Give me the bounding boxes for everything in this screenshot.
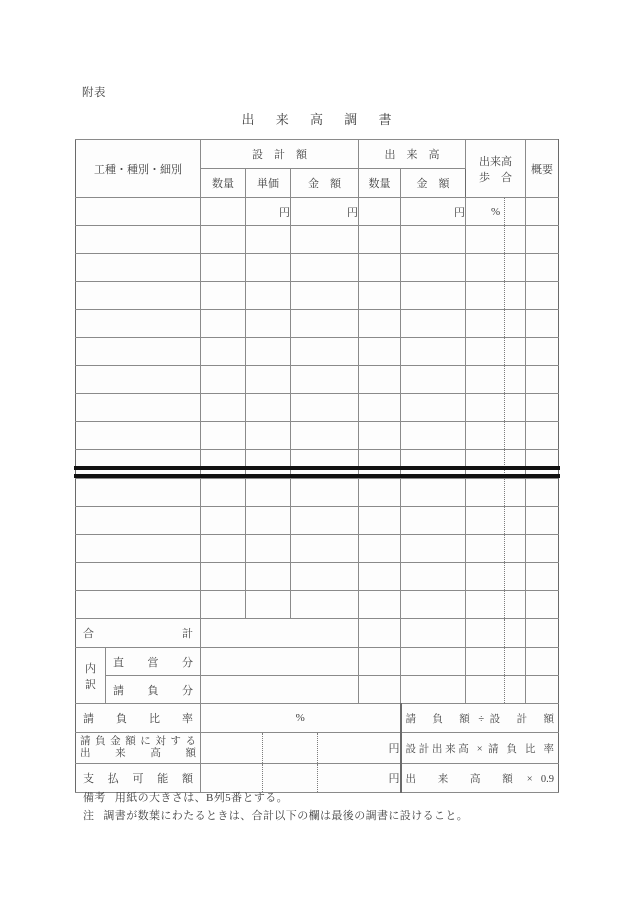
cell-design-qty[interactable] (201, 338, 246, 366)
table-row-contract (76, 676, 559, 704)
cell-contract-design[interactable] (201, 676, 359, 704)
cell-actual-sum[interactable] (401, 198, 466, 226)
cell-design-sum[interactable] (291, 563, 359, 591)
cell-direct-actual-qty[interactable] (359, 648, 401, 676)
label-breakdown-line2: 訳 (85, 678, 96, 691)
cell-actual-sum[interactable] (401, 394, 466, 422)
cell-design-unit-price[interactable] (246, 338, 291, 366)
cell-progress-ratio[interactable] (466, 394, 526, 422)
cell-summary[interactable] (526, 591, 559, 619)
table-row-total (76, 619, 559, 648)
cell-summary[interactable] (526, 535, 559, 563)
cell-work-type[interactable] (76, 507, 201, 535)
cell-actual-qty[interactable] (359, 507, 401, 535)
cell-actual-sum[interactable] (401, 563, 466, 591)
page-title: 出 来 高 調 書 (241, 112, 401, 127)
label-total: 合 計 (76, 619, 201, 648)
cell-design-unit-price[interactable] (246, 394, 291, 422)
cell-progress-ratio[interactable] (466, 254, 526, 282)
label-contract-ratio: 請 負 比 率 (76, 704, 201, 733)
cell-actual-qty[interactable] (359, 479, 401, 507)
cell-actual-sum[interactable] (401, 591, 466, 619)
header-actual-amount-group: 出 来 高 (359, 140, 466, 169)
cell-summary[interactable] (526, 310, 559, 338)
table-row (76, 282, 559, 310)
cell-design-sum[interactable] (291, 310, 359, 338)
cell-summary[interactable] (526, 254, 559, 282)
cell-design-qty[interactable] (201, 394, 246, 422)
cell-design-unit-price[interactable] (246, 591, 291, 619)
cell-actual-sum[interactable] (401, 254, 466, 282)
table-row (76, 394, 559, 422)
cell-contract-summary[interactable] (526, 676, 559, 704)
formula-payable: 出 来 高 額 × 0.9 (401, 764, 559, 793)
cell-contract-ratio-value[interactable] (201, 704, 401, 733)
cell-progress-ratio[interactable] (466, 535, 526, 563)
header-design-qty: 数量 (201, 169, 246, 198)
cell-progress-ratio[interactable] (466, 507, 526, 535)
cell-design-unit-price[interactable] (246, 563, 291, 591)
cell-progress-ratio[interactable] (466, 226, 526, 254)
cell-contract-progress-value[interactable] (201, 733, 401, 764)
header-actual-qty: 数量 (359, 169, 401, 198)
label-payable-amount: 支 払 可 能 額 (76, 764, 201, 793)
cell-design-sum[interactable] (291, 198, 359, 226)
unit-percent-ratio: % (295, 712, 305, 724)
cell-design-qty[interactable] (201, 282, 246, 310)
cell-work-type[interactable] (76, 226, 201, 254)
formula-contract-progress: 設計出来高 × 請 負 比 率 (401, 733, 559, 764)
cell-actual-qty[interactable] (359, 338, 401, 366)
note-text: 調書が数葉にわたるときは、合計以下の欄は最後の調書に設けること。 (103, 810, 469, 822)
cell-actual-qty[interactable] (359, 310, 401, 338)
cell-design-sum[interactable] (291, 338, 359, 366)
cell-design-sum[interactable] (291, 254, 359, 282)
cell-actual-qty[interactable] (359, 366, 401, 394)
cell-progress-ratio[interactable] (466, 366, 526, 394)
table-row (76, 254, 559, 282)
cell-design-qty[interactable] (201, 479, 246, 507)
section-divider-top (74, 466, 560, 470)
table-row (76, 591, 559, 619)
cell-progress-ratio[interactable] (466, 338, 526, 366)
cell-design-qty[interactable] (201, 535, 246, 563)
cell-work-type[interactable] (76, 282, 201, 310)
table-row (76, 479, 559, 507)
cell-progress-ratio[interactable] (466, 310, 526, 338)
cell-actual-qty[interactable] (359, 422, 401, 450)
cell-design-sum[interactable] (291, 591, 359, 619)
attachment-label: 附表 (82, 87, 106, 99)
cell-work-type[interactable] (76, 479, 201, 507)
cell-design-unit-price[interactable] (246, 422, 291, 450)
cell-design-sum[interactable] (291, 366, 359, 394)
header-progress-ratio-line1: 出来高 (479, 155, 513, 168)
cell-summary[interactable] (526, 507, 559, 535)
label-breakdown-vertical (76, 648, 106, 704)
unit-yen-contract-progress: 円 (388, 743, 400, 755)
header-progress-ratio-line2: 歩 合 (479, 171, 513, 184)
cell-design-unit-price[interactable] (246, 535, 291, 563)
unit-percent: % (490, 205, 501, 218)
cell-summary[interactable] (526, 563, 559, 591)
cell-direct-summary[interactable] (526, 648, 559, 676)
table-row (76, 507, 559, 535)
cell-actual-qty[interactable] (359, 563, 401, 591)
cell-design-qty[interactable] (201, 366, 246, 394)
note-tag: 注 (83, 810, 95, 822)
cell-design-unit-price[interactable] (246, 479, 291, 507)
cell-direct-actual-sum[interactable] (401, 648, 466, 676)
remark-line (83, 789, 288, 805)
cell-design-unit-price[interactable] (246, 254, 291, 282)
label-contract-work: 請 負 分 (106, 676, 201, 704)
label-breakdown-line1: 内 (85, 662, 96, 675)
cell-work-type[interactable] (76, 310, 201, 338)
cell-summary[interactable] (526, 422, 559, 450)
cell-design-unit-price[interactable] (246, 310, 291, 338)
remark-text: 用紙の大きさは、B列5番とする。 (114, 792, 289, 804)
cell-total-actual-qty[interactable] (359, 619, 401, 648)
cell-progress-ratio[interactable] (466, 479, 526, 507)
cell-design-sum[interactable] (291, 282, 359, 310)
cell-design-qty[interactable] (201, 591, 246, 619)
label-contract-progress-line2: 出 来 高 額 (80, 748, 196, 759)
table-row-ratio (76, 704, 559, 733)
cell-total-actual-sum[interactable] (401, 619, 466, 648)
cell-contract-actual-sum[interactable] (401, 676, 466, 704)
cell-design-qty[interactable] (201, 310, 246, 338)
unit-yen-design-price: 円 (279, 206, 290, 219)
cell-total-summary[interactable] (526, 619, 559, 648)
cell-actual-qty[interactable] (359, 226, 401, 254)
upper-data-table (75, 139, 559, 478)
cell-total-design[interactable] (201, 619, 359, 648)
cell-actual-sum[interactable] (401, 366, 466, 394)
cell-design-sum[interactable] (291, 226, 359, 254)
cell-design-qty[interactable] (201, 563, 246, 591)
cell-summary[interactable] (526, 338, 559, 366)
cell-design-unit-price[interactable] (246, 226, 291, 254)
note-line (83, 807, 468, 823)
table-row (76, 338, 559, 366)
cell-actual-sum[interactable] (401, 338, 466, 366)
table-row (76, 366, 559, 394)
cell-progress-ratio[interactable] (466, 563, 526, 591)
header-design-unit-price: 単価 (246, 169, 291, 198)
cell-design-unit-price[interactable] (246, 198, 291, 226)
label-contract-progress-amount (76, 733, 201, 764)
cell-actual-sum[interactable] (401, 479, 466, 507)
cell-design-sum[interactable] (291, 479, 359, 507)
cell-actual-qty[interactable] (359, 535, 401, 563)
cell-actual-sum[interactable] (401, 226, 466, 254)
cell-actual-qty[interactable] (359, 591, 401, 619)
header-design-sum: 金 額 (291, 169, 359, 198)
cell-summary[interactable] (526, 282, 559, 310)
cell-work-type[interactable] (76, 198, 201, 226)
lower-blank-rows (76, 479, 559, 619)
header-design-amount-group: 設 計 額 (201, 140, 359, 169)
unit-yen-actual-sum: 円 (454, 206, 466, 219)
cell-direct-progress[interactable] (466, 648, 526, 676)
table-row-direct (76, 648, 559, 676)
cell-total-progress[interactable] (466, 619, 526, 648)
cell-summary[interactable] (526, 366, 559, 394)
cell-progress-ratio[interactable] (466, 198, 526, 226)
header-work-type: 工種・種別・細別 (76, 140, 201, 198)
cell-work-type[interactable] (76, 338, 201, 366)
cell-design-unit-price[interactable] (246, 507, 291, 535)
cell-actual-sum[interactable] (401, 282, 466, 310)
cell-design-sum[interactable] (291, 394, 359, 422)
cell-actual-qty[interactable] (359, 282, 401, 310)
cell-design-unit-price[interactable] (246, 366, 291, 394)
header-actual-sum: 金 額 (401, 169, 466, 198)
cell-progress-ratio[interactable] (466, 422, 526, 450)
lower-summary-table (75, 478, 559, 793)
cell-design-qty[interactable] (201, 198, 246, 226)
cell-summary[interactable] (526, 198, 559, 226)
table-row (76, 535, 559, 563)
table-row (76, 563, 559, 591)
cell-contract-progress[interactable] (466, 676, 526, 704)
cell-design-qty[interactable] (201, 254, 246, 282)
table-row (76, 422, 559, 450)
cell-progress-ratio[interactable] (466, 591, 526, 619)
label-direct-work: 直 営 分 (106, 648, 201, 676)
cell-contract-actual-qty[interactable] (359, 676, 401, 704)
formula-contract-ratio: 請 負 額 ÷ 設 計 額 (401, 704, 559, 733)
cell-design-sum[interactable] (291, 535, 359, 563)
cell-design-qty[interactable] (201, 422, 246, 450)
cell-work-type[interactable] (76, 254, 201, 282)
cell-direct-design[interactable] (201, 648, 359, 676)
table-row-units (76, 198, 559, 226)
cell-design-qty[interactable] (201, 507, 246, 535)
cell-design-sum[interactable] (291, 507, 359, 535)
cell-work-type[interactable] (76, 366, 201, 394)
cell-progress-ratio[interactable] (466, 282, 526, 310)
table-row (76, 226, 559, 254)
cell-work-type[interactable] (76, 422, 201, 450)
cell-actual-qty[interactable] (359, 198, 401, 226)
upper-blank-rows (76, 226, 559, 478)
cell-work-type[interactable] (76, 563, 201, 591)
cell-summary[interactable] (526, 479, 559, 507)
header-summary: 概要 (526, 140, 559, 198)
cell-design-sum[interactable] (291, 422, 359, 450)
cell-actual-qty[interactable] (359, 394, 401, 422)
table-row (76, 310, 559, 338)
remark-tag: 備考 (83, 792, 106, 804)
cell-actual-sum[interactable] (401, 310, 466, 338)
cell-actual-sum[interactable] (401, 535, 466, 563)
header-progress-ratio (466, 140, 526, 198)
cell-work-type[interactable] (76, 591, 201, 619)
cell-work-type[interactable] (76, 535, 201, 563)
cell-actual-qty[interactable] (359, 254, 401, 282)
unit-yen-design-sum: 円 (347, 206, 359, 219)
cell-actual-sum[interactable] (401, 422, 466, 450)
cell-work-type[interactable] (76, 394, 201, 422)
label-contract-progress-line1: 請負金額に対する (80, 736, 196, 748)
cell-design-qty[interactable] (201, 226, 246, 254)
table-row-contract-progress (76, 733, 559, 764)
cell-summary[interactable] (526, 226, 559, 254)
cell-design-unit-price[interactable] (246, 282, 291, 310)
cell-actual-sum[interactable] (401, 507, 466, 535)
unit-yen-payable: 円 (388, 773, 400, 785)
cell-summary[interactable] (526, 394, 559, 422)
